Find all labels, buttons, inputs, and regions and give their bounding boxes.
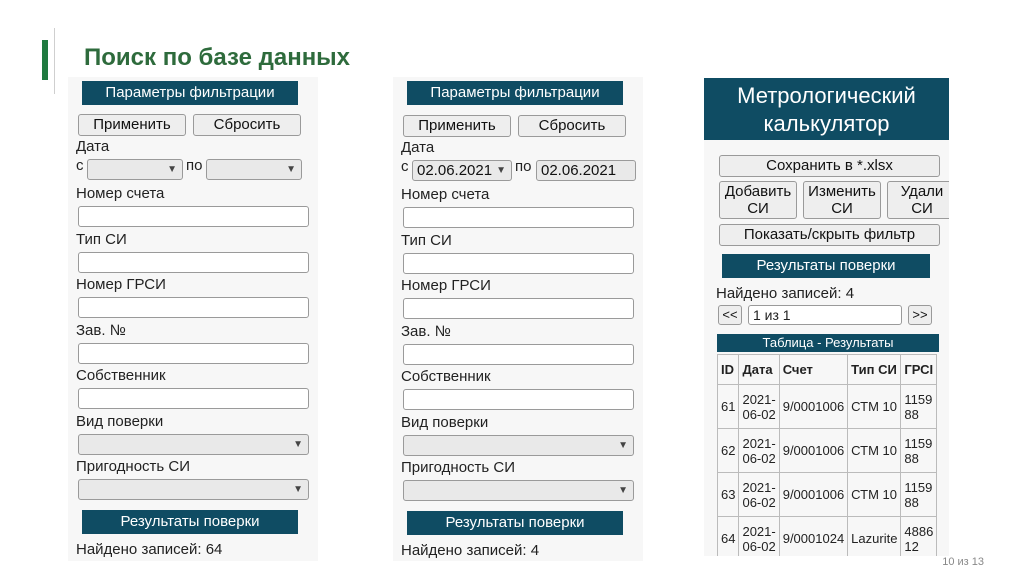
cell-grsi	[901, 473, 937, 517]
cell-date-line1: 2021-	[742, 435, 776, 451]
cell-account: 9/0001024	[779, 517, 847, 557]
serial-input[interactable]	[403, 344, 634, 365]
add-si-button[interactable]	[719, 181, 797, 219]
grsi-input[interactable]	[78, 297, 309, 318]
si-type-input[interactable]	[403, 253, 634, 274]
cell-date-line1: 2021-	[742, 479, 776, 495]
next-page-button[interactable]: >>	[908, 305, 932, 325]
cell-grsi	[901, 517, 937, 557]
filter-panel-empty	[68, 77, 318, 561]
cell-date	[739, 385, 779, 429]
results-table	[717, 354, 937, 556]
si-type-label: Тип СИ	[401, 232, 452, 249]
cell-date-line1: 2021-	[742, 523, 776, 539]
calculator-title-line2: калькулятор	[763, 111, 890, 136]
verification-type-label: Вид поверки	[401, 414, 489, 431]
delete-si-button[interactable]	[887, 181, 949, 219]
chevron-down-icon: ▼	[293, 439, 303, 450]
prev-page-button[interactable]: <<	[718, 305, 742, 325]
delete-si-label-line2: СИ	[911, 200, 933, 217]
cell-grsi-line1: 4886	[904, 523, 934, 539]
toggle-filter-button[interactable]: Показать/скрыть фильтр	[719, 224, 940, 246]
results-button[interactable]: Результаты поверки	[407, 511, 623, 535]
suitability-select[interactable]	[403, 480, 634, 501]
chevron-down-icon: ▼	[167, 164, 177, 175]
cell-id: 64	[718, 517, 739, 557]
cell-date-line2: 06-02	[742, 494, 776, 510]
column-header-id[interactable]: ID	[718, 355, 739, 385]
date-to-label: по	[515, 158, 532, 175]
date-label: Дата	[401, 139, 435, 156]
calculator-title-line1: Метрологический	[737, 83, 916, 108]
grsi-label: Номер ГРСИ	[401, 277, 491, 294]
column-header-type[interactable]: Тип СИ	[848, 355, 901, 385]
date-from-value: 02.06.2021	[417, 162, 493, 179]
column-header-account[interactable]: Счет	[779, 355, 847, 385]
column-header-date[interactable]: Дата	[739, 355, 779, 385]
cell-date	[739, 517, 779, 557]
cell-grsi-line2: 88	[904, 494, 919, 510]
found-records-text: Найдено записей: 64	[76, 541, 223, 558]
calculator-header	[704, 78, 949, 140]
found-records-text: Найдено записей: 4	[716, 285, 855, 302]
owner-input[interactable]	[78, 388, 309, 409]
filter-params-header[interactable]: Параметры фильтрации	[407, 81, 623, 105]
cell-account: 9/0001006	[779, 385, 847, 429]
verification-type-select[interactable]	[403, 435, 634, 456]
found-records-text: Найдено записей: 4	[401, 542, 540, 559]
owner-label: Собственник	[401, 368, 491, 385]
si-type-label: Тип СИ	[76, 231, 127, 248]
cell-grsi-line1: 1159	[904, 435, 933, 451]
apply-button[interactable]: Применить	[403, 115, 511, 137]
account-input[interactable]	[403, 207, 634, 228]
reset-button[interactable]: Сбросить	[193, 114, 301, 136]
cell-id: 61	[718, 385, 739, 429]
grsi-label: Номер ГРСИ	[76, 276, 166, 293]
cell-grsi-line2: 88	[904, 406, 919, 422]
cell-date-line2: 06-02	[742, 450, 776, 466]
chevron-down-icon: ▼	[286, 164, 296, 175]
serial-label: Зав. №	[76, 322, 126, 339]
add-si-label-line2: СИ	[747, 200, 769, 217]
chevron-down-icon: ▼	[293, 484, 303, 495]
filter-params-header[interactable]: Параметры фильтрации	[82, 81, 298, 105]
results-table-caption: Таблица - Результаты	[717, 334, 939, 352]
cell-grsi-line2: 88	[904, 450, 919, 466]
owner-input[interactable]	[403, 389, 634, 410]
date-from-label: с	[76, 157, 84, 174]
cell-grsi-line1: 1159	[904, 391, 933, 407]
date-to-select[interactable]	[206, 159, 302, 180]
serial-input[interactable]	[78, 343, 309, 364]
owner-label: Собственник	[76, 367, 166, 384]
title-divider-line	[54, 28, 55, 94]
suitability-select[interactable]	[78, 479, 309, 500]
cell-date	[739, 429, 779, 473]
suitability-label: Пригодность СИ	[76, 458, 191, 475]
suitability-label: Пригодность СИ	[401, 459, 516, 476]
date-from-select[interactable]	[412, 160, 512, 181]
cell-account: 9/0001006	[779, 473, 847, 517]
cell-id: 62	[718, 429, 739, 473]
table-row[interactable]	[718, 429, 937, 473]
title-accent-bar	[42, 40, 48, 80]
apply-button[interactable]: Применить	[78, 114, 186, 136]
reset-button[interactable]: Сбросить	[518, 115, 626, 137]
date-label: Дата	[76, 138, 110, 155]
cell-grsi	[901, 429, 937, 473]
verification-type-label: Вид поверки	[76, 413, 164, 430]
filter-panel-dated	[393, 77, 643, 561]
table-row[interactable]	[718, 517, 937, 557]
cell-grsi-line2: 12	[904, 538, 919, 554]
chevron-down-icon: ▼	[618, 440, 628, 451]
cell-type: СТМ 10	[848, 429, 901, 473]
date-to-select[interactable]	[536, 160, 636, 181]
cell-date-line2: 06-02	[742, 538, 776, 554]
edit-si-label-line1: Изменить	[808, 183, 876, 200]
results-button[interactable]: Результаты поверки	[82, 510, 298, 534]
account-label: Номер счета	[401, 186, 490, 203]
table-row[interactable]	[718, 473, 937, 517]
page-number: 10 из 13	[942, 556, 984, 568]
date-to-value: 02.06.2021	[541, 162, 617, 179]
edit-si-button[interactable]	[803, 181, 881, 219]
cell-type: СТМ 10	[848, 385, 901, 429]
date-to-label: по	[186, 157, 203, 174]
cell-type: СТМ 10	[848, 473, 901, 517]
cell-id: 63	[718, 473, 739, 517]
calculator-panel	[704, 78, 949, 556]
add-si-label-line1: Добавить	[724, 183, 792, 200]
save-xlsx-button[interactable]: Сохранить в *.xlsx	[719, 155, 940, 177]
date-from-select[interactable]	[87, 159, 183, 180]
chevron-down-icon: ▼	[618, 485, 628, 496]
date-from-label: с	[401, 158, 409, 175]
cell-account: 9/0001006	[779, 429, 847, 473]
verification-type-select[interactable]	[78, 434, 309, 455]
slide-title: Поиск по базе данных	[84, 44, 351, 71]
serial-label: Зав. №	[401, 323, 451, 340]
column-header-grsi[interactable]: ГРСІ	[901, 355, 937, 385]
account-input[interactable]	[78, 206, 309, 227]
edit-si-label-line2: СИ	[831, 200, 853, 217]
results-button[interactable]: Результаты поверки	[722, 254, 930, 278]
cell-grsi-line1: 1159	[904, 479, 933, 495]
page-input[interactable]: 1 из 1	[748, 305, 902, 325]
chevron-down-icon: ▼	[496, 165, 506, 176]
account-label: Номер счета	[76, 185, 165, 202]
cell-grsi	[901, 385, 937, 429]
table-row[interactable]	[718, 385, 937, 429]
grsi-input[interactable]	[403, 298, 634, 319]
si-type-input[interactable]	[78, 252, 309, 273]
delete-si-label-line1: Удали	[900, 183, 944, 200]
table-header-row	[718, 355, 937, 385]
cell-type: Lazurite	[848, 517, 901, 557]
cell-date	[739, 473, 779, 517]
cell-date-line2: 06-02	[742, 406, 776, 422]
cell-date-line1: 2021-	[742, 391, 776, 407]
